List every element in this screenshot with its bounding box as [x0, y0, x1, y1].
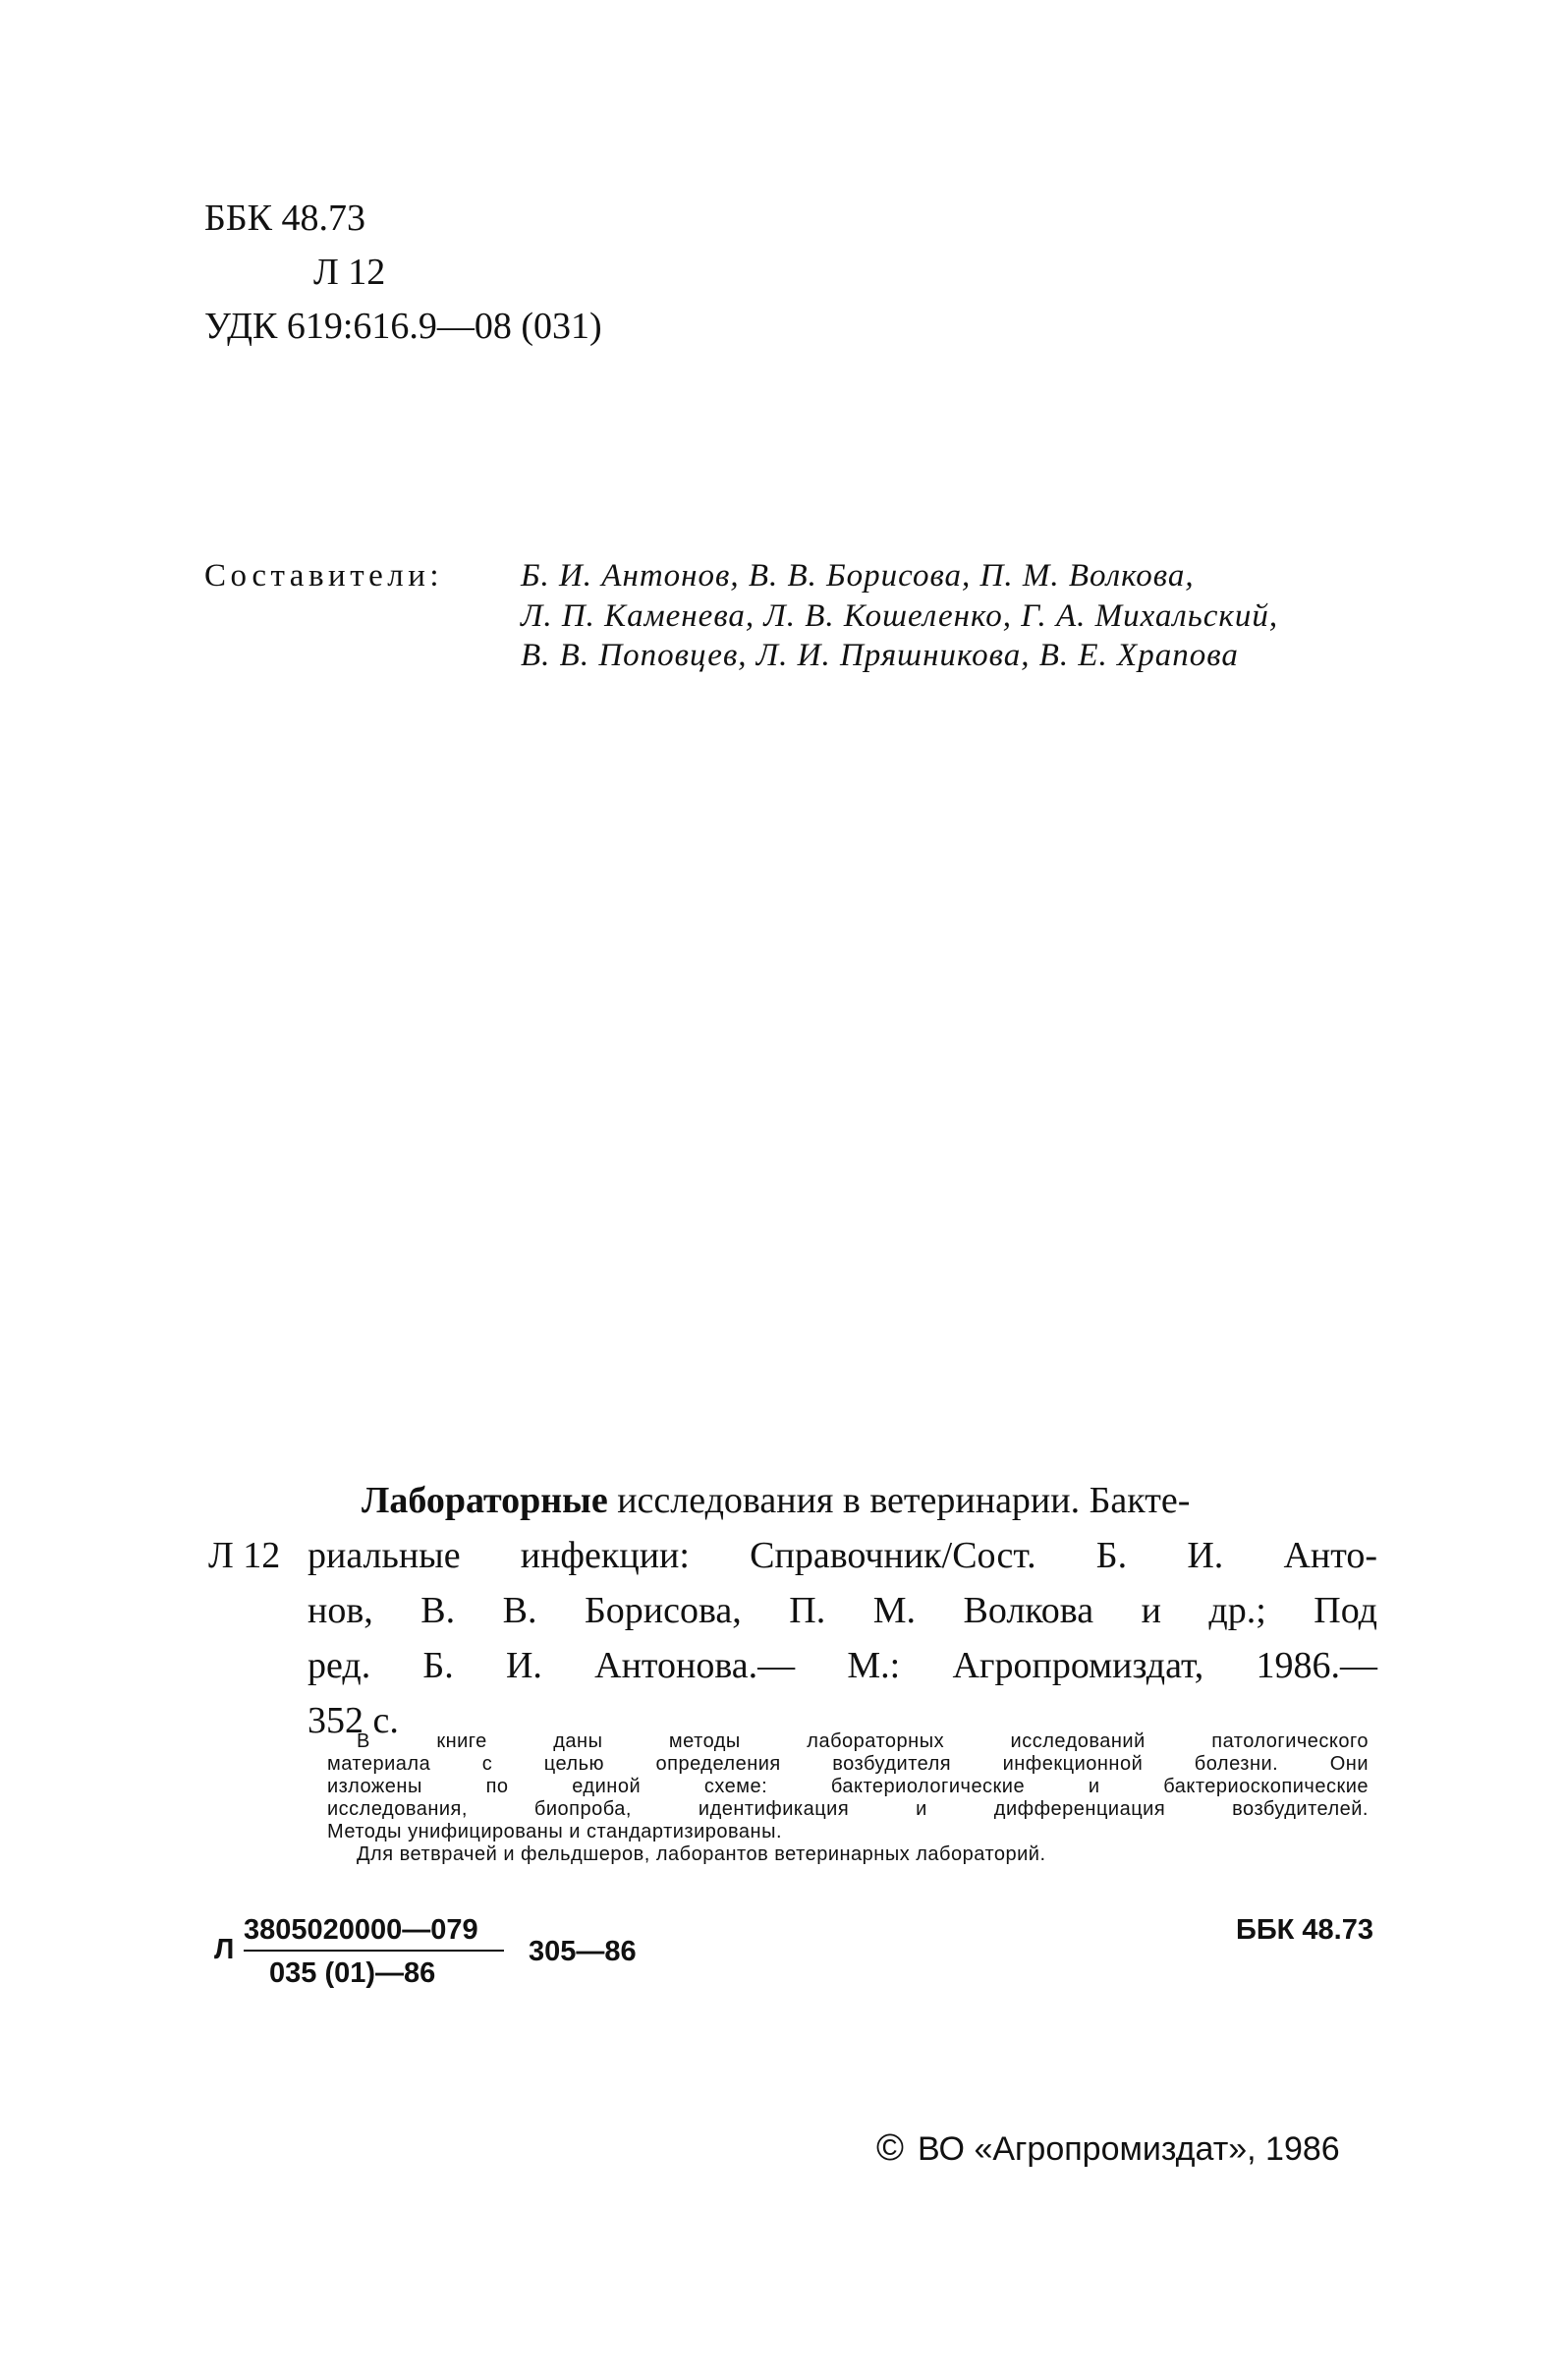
compilers-label: Составители: [204, 558, 444, 594]
bibliographic-code: Л 12 [208, 1535, 281, 1576]
bibliographic-line: риальные инфекции: Справочник/Сост. Б. И. Анто- [308, 1535, 1377, 1576]
copyright [876, 2129, 1340, 2167]
annotation-line: Методы унифицированы и стандартизированы. [327, 1821, 783, 1842]
annotation-line: В книге даны методы лабораторных исследований патологического [357, 1730, 1369, 1752]
compilers-line: Б. И. Антонов, В. В. Борисова, П. М. Волкова, [521, 558, 1195, 594]
annotation-line: Для ветврачей и фельдшеров, лаборантов ветеринарных лабораторий. [357, 1843, 1046, 1865]
index-code: 305—86 [529, 1936, 637, 1967]
copyright-text: ВО «Агропромиздат», 1986 [918, 2130, 1340, 2168]
bibliographic-line: нов, В. В. Борисова, П. М. Волкова и др.; Под [308, 1590, 1377, 1631]
bibliographic-line: ред. Б. И. Антонова.— М.: Агропромиздат, 1986.— [308, 1645, 1377, 1686]
library-code: Л 12 [313, 252, 386, 293]
bbk-code: ББК 48.73 [204, 198, 365, 239]
compilers-line: В. В. Поповцев, Л. И. Пряшникова, В. Е. Храпова [521, 638, 1239, 673]
book-title-word: Лабораторные [362, 1480, 608, 1521]
copyright-icon: © [876, 2127, 904, 2169]
fraction-rule [244, 1950, 504, 1952]
udk-code: УДК 619:616.9—08 (031) [204, 306, 602, 347]
compilers-line: Л. П. Каменева, Л. В. Кошеленко, Г. А. Михальский, [521, 598, 1279, 634]
index-denominator: 035 (01)—86 [269, 1957, 436, 1989]
index-bbk: ББК 48.73 [1235, 1914, 1373, 1946]
annotation-line: исследования, биопроба, идентификация и дифференциация возбудителей. [327, 1798, 1369, 1820]
bibliographic-line-rest: исследования в ветеринарии. Бакте- [607, 1480, 1191, 1521]
index-numerator: 3805020000—079 [244, 1914, 478, 1946]
bibliographic-line [362, 1482, 1190, 1519]
bibliographic-line: 352 с. [308, 1700, 399, 1741]
annotation-line: материала с целью определения возбудителя инфекционной болезни. Они [327, 1753, 1369, 1775]
annotation-line: изложены по единой схеме: бактериологические и бактериоскопические [327, 1776, 1369, 1797]
index-letter: Л [214, 1934, 235, 1965]
